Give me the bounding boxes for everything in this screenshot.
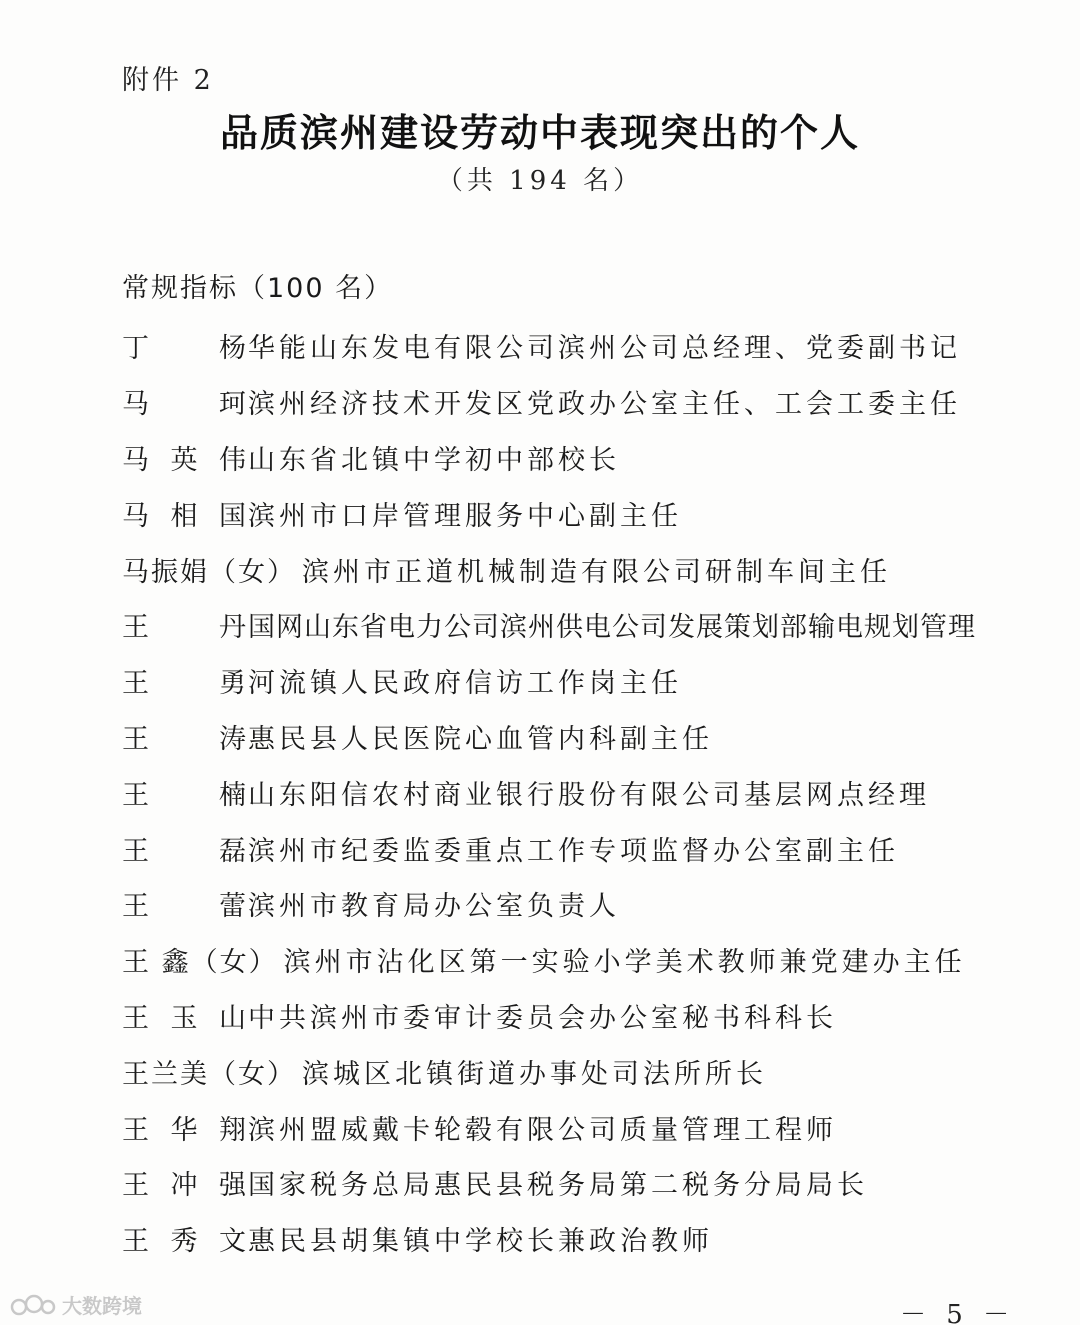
person-name: 王 蕾: [122, 891, 248, 923]
person-duty: 山东省北镇中学初中部校长: [248, 444, 620, 476]
person-name: 王 勇: [122, 668, 248, 700]
watermark-logo-icon: [10, 1292, 58, 1318]
list-item: [122, 318, 1022, 374]
person-duty: 国网山东省电力公司滨州供电公司发展策划部输电规划管理: [248, 612, 976, 644]
person-duty: 河流镇人民政府信访工作岗主任: [248, 668, 682, 700]
list-item: [122, 1155, 1022, 1211]
person-duty: 山东阳信农村商业银行股份有限公司基层网点经理: [248, 779, 930, 811]
person-name: 王 丹: [122, 612, 248, 644]
document-title: 品质滨州建设劳动中表现突出的个人: [219, 111, 860, 155]
person-duty: 华能山东发电有限公司滨州公司总经理、党委副书记: [248, 333, 961, 365]
section-heading: 常规指标（100 名）: [122, 273, 394, 304]
list-item: [122, 1043, 1022, 1099]
person-duty: 滨州市教育局办公室负责人: [248, 891, 620, 923]
list-item: [122, 430, 1022, 486]
person-name: 丁 杨: [122, 333, 248, 365]
person-name: 马 珂: [122, 389, 248, 421]
watermark: [10, 1290, 142, 1319]
list-item: [122, 764, 1022, 820]
person-duty: 惠民县胡集镇中学校长兼政治教师: [248, 1226, 713, 1258]
list-item: [122, 374, 1022, 430]
person-duty: 滨城区北镇街道办事处司法所所长: [302, 1058, 767, 1090]
person-duty: 中共滨州市委审计委员会办公室秘书科科长: [248, 1002, 837, 1034]
attachment-label: 附件 2: [122, 65, 214, 96]
person-name: 王玉山: [122, 1002, 248, 1034]
person-name: 王兰美（女）: [122, 1058, 296, 1090]
person-duty: 滨州经济技术开发区党政办公室主任、工会工委主任: [248, 389, 961, 421]
person-name: 王 涛: [122, 723, 248, 755]
person-name: 马英伟: [122, 444, 248, 476]
person-name: 王 磊: [122, 835, 248, 867]
list-item: [122, 988, 1022, 1044]
list-item: [122, 932, 1022, 988]
list-item: [122, 597, 1022, 653]
page-number: － 5 －: [900, 1300, 1016, 1330]
person-duty: 滨州市正道机械制造有限公司研制车间主任: [302, 556, 891, 588]
people-list: [122, 318, 1022, 1267]
person-name: 王 鑫（女）: [122, 947, 278, 979]
person-duty: 滨州市口岸管理服务中心副主任: [248, 500, 682, 532]
person-duty: 滨州盟威戴卡轮毂有限公司质量管理工程师: [248, 1114, 837, 1146]
person-name: 王冲强: [122, 1170, 248, 1202]
person-name: 王 楠: [122, 779, 248, 811]
list-item: [122, 876, 1022, 932]
list-item: [122, 541, 1022, 597]
list-item: [122, 1211, 1022, 1267]
person-duty: 滨州市沾化区第一实验小学美术教师兼党建办主任: [283, 947, 966, 979]
person-duty: 惠民县人民医院心血管内科副主任: [248, 723, 713, 755]
person-name: 王秀文: [122, 1226, 248, 1258]
person-name: 马振娟（女）: [122, 556, 296, 588]
list-item: [122, 820, 1022, 876]
person-name: 马相国: [122, 500, 248, 532]
list-item: [122, 1099, 1022, 1155]
person-duty: 国家税务总局惠民县税务局第二税务分局局长: [248, 1170, 868, 1202]
watermark-text: 大数跨境: [62, 1294, 142, 1318]
document-subtitle: （共 194 名）: [436, 166, 644, 196]
list-item: [122, 653, 1022, 709]
person-name: 王华翔: [122, 1114, 248, 1146]
person-duty: 滨州市纪委监委重点工作专项监督办公室副主任: [248, 835, 899, 867]
list-item: [122, 485, 1022, 541]
list-item: [122, 709, 1022, 765]
